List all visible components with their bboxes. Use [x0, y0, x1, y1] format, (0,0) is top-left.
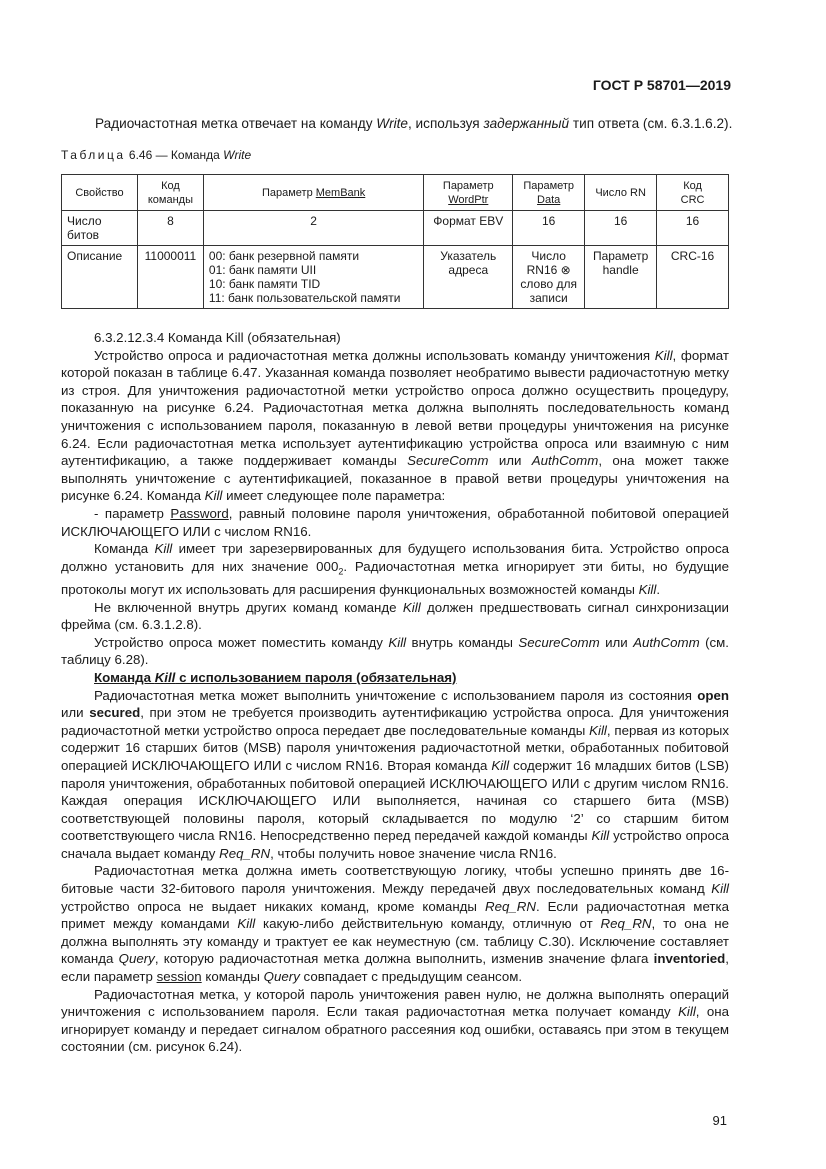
header-cell: Код CRC: [657, 175, 729, 211]
table-row-description: [62, 246, 729, 309]
table-cell: Описание: [62, 246, 138, 309]
header-cell: Код команды: [137, 175, 203, 211]
table-cell: 8: [137, 211, 203, 246]
paragraph: - параметр Password, равный половине пароля уничтожения, обработанной побитовой операцией ИСКЛЮЧАЮЩЕГО ИЛИ с числом RN16.: [61, 505, 729, 539]
page-number: 91: [712, 1113, 727, 1128]
paragraph: Радиочастотная метка, у которой пароль уничтожения равен нулю, не должна выполнять операций уничтожения с использованием пароля. Если такая радиочастотная метка получает команду Kill, она игнорирует команду и передает сигналом обратного рассеяния код ошибки, оставаясь при этом в текущем состоянии (см. рисунок 6.24).: [61, 986, 729, 1055]
table-cell: 00: банк резервной памяти 01: банк памяти UII 10: банк памяти TID 11: банк пользовательской памяти: [203, 246, 423, 309]
write-command-table: [61, 174, 729, 309]
paragraph: Радиочастотная метка должна иметь соответствующую логику, чтобы успешно принять две 16-битовые части 32-битового пароля уничтожения. Между передачей двух последовательных команд Kill устройство опроса не выдает никаких команд, кроме команды Req_RN. Если радиочастотная метка примет между командами Kill какую-либо действительную команду, отличную от Req_RN, то она не должна выполнять эту команду и трактует ее как неуместную (см. таблицу С.30). Исключение составляет команда Query, которую радиочастотная метка должна выполнить, изменив значение флага inventoried, если параметр session команды Query совпадает с предыдущим сеансом.: [61, 863, 729, 985]
table-cell: Число битов: [62, 211, 138, 246]
table-cell: Число RN16 ⊗ слово для записи: [513, 246, 585, 309]
header-cell: Параметр Data: [513, 175, 585, 211]
table-cell: Параметр handle: [585, 246, 657, 309]
table-row-bits: [62, 211, 729, 246]
table-cell: Указатель адреса: [424, 246, 513, 309]
body-text: [61, 329, 729, 1056]
table-cell: 16: [585, 211, 657, 246]
paragraph: Команда Kill имеет три зарезервированных для будущего использования бита. Устройство опроса должно установить для них значение $000_2$. Радиочастотная метка игнорирует эти биты, но будущие протоколы могут их использовать для расширения функциональных возможностей команды Kill.: [61, 541, 729, 597]
paragraph: Не включенной внутрь других команд команде Kill должен предшествовать сигнал синхронизации фрейма (см. 6.3.1.2.8).: [61, 599, 729, 633]
table-header-row: [62, 175, 729, 211]
section-heading: 6.3.2.12.3.4 Команда Kill (обязательная): [94, 330, 341, 345]
table-cell: Формат EBV: [424, 211, 513, 246]
table-cell: 2: [203, 211, 423, 246]
paragraph: Устройство опроса и радиочастотная метка должны использовать команду уничтожения Kill, формат которой показан в таблице 6.47. Указанная команда позволяет необратимо вывести радиочастотную метку из строя. Для уничтожения радиочастотной метки устройство опроса должно осуществить процедуру, показанную на рисунке 6.24. Радиочастотная метка должна выполнять последовательность команд уничтожения с использованием пароля, показанную в левой ветви процедуры уничтожения на рисунке 6.24. Если радиочастотная метка использует аутентификацию устройства опроса или взаимную с ним аутентификацию, а также поддерживает команды SecureComm или AuthComm, она может также выполнять уничтожение с аутентификацией, показанное в правой ветви процедуры уничтожения на рисунке 6.24. Команда Kill имеет следующее поле параметра:: [61, 347, 729, 504]
header-cell: Число RN: [585, 175, 657, 211]
table-cell: CRC-16: [657, 246, 729, 309]
subheading: Команда Kill с использованием пароля (обязательная): [94, 669, 457, 685]
table-cell: 16: [657, 211, 729, 246]
paragraph: Радиочастотная метка может выполнить уничтожение с использованием пароля из состояния open или secured, при этом не требуется производить аутентификацию устройства опроса. Для уничтожения радиочастотной метки устройство опроса передает две последовательные команды Kill, первая из которых содержит 16 старших битов (MSB) пароля уничтожения радиочастотной метки, обработанных побитовой операцией ИСКЛЮЧАЮЩЕГО ИЛИ с числом RN16. Вторая команда Kill содержит 16 младших битов (LSB) пароля уничтожения, обработанных побитовой операцией ИСКЛЮЧАЮЩЕГО ИЛИ с другим числом RN16. Каждая операция ИСКЛЮЧАЮЩЕГО ИЛИ выполняется, начиная со старшего бита (MSB) соответствующей половины пароля, который складывается по модулю ‘2’ со старшим битом соответствующего числа RN16. Непосредственно перед передачей каждой команды Kill устройство опроса сначала выдает команду Req_RN, чтобы получить новое значение числа RN16.: [61, 687, 730, 861]
table-cell: 16: [513, 211, 585, 246]
intro-line: Радиочастотная метка отвечает на команду Write, используя задержанный тип ответа (см. 6.3.1.6.2).: [95, 116, 733, 131]
standard-number: ГОСТ Р 58701—2019: [592, 77, 731, 93]
table-cell: 11000011: [137, 246, 203, 309]
header-cell: Свойство: [62, 175, 138, 211]
table-caption: Таблица 6.46 — Команда Write: [61, 148, 252, 162]
header-cell: Параметр WordPtr: [424, 175, 513, 211]
paragraph: Устройство опроса может поместить команду Kill внутрь команды SecureComm или AuthComm (см. таблицу 6.28).: [61, 634, 729, 668]
header-cell: Параметр MemBank: [203, 175, 423, 211]
